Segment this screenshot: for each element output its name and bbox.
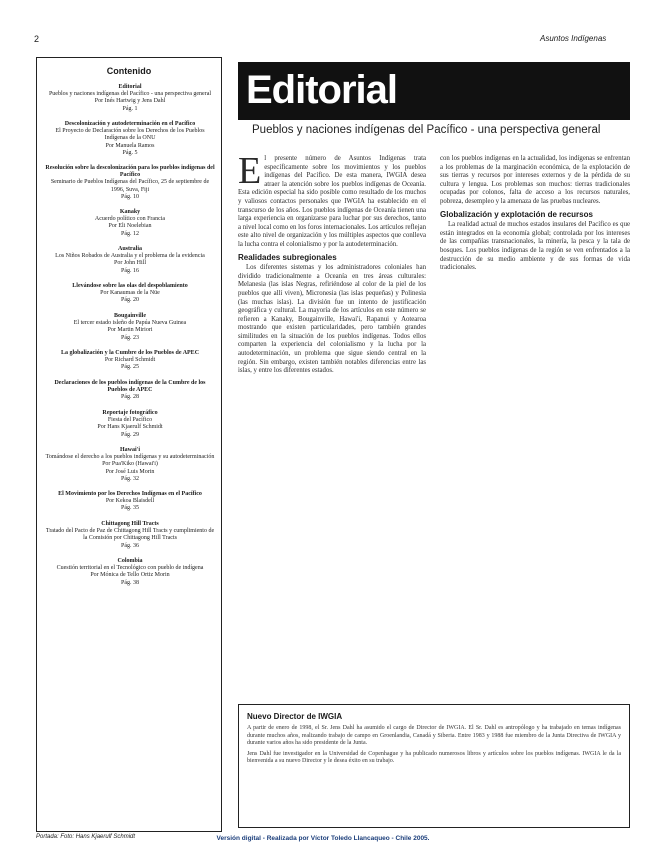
toc-entry-text: Los Niños Robados de Australia y el problema de la evidencia Por John Hill bbox=[55, 253, 205, 267]
article-intro: l presente número de Asuntos Indígenas trata específicamente sobre los movimientos y los pueblos indígenas del Pacífico. De esta manera, IWGIA desea atraer la atención sobre los pueblos indígenas de Oceanía. Esta edición especial ha sido posible como resultado de los muchos y valiosos contactos personales que IWGIA ha establecido en el transcurso de los años. Los pueblos indígenas de Oceanía tienen una larga experiencia en organizarse para luchar por sus derechos, tanto a nivel local como en los foros internacionales. Los artículos reflejan este alto nivel de organización y los múltiples aspectos que conlleva la lucha contra el colonialismo y por la autodeterminación. bbox=[238, 155, 426, 248]
director-paragraph: A partir de enero de 1998, el Sr. Jens Dahl ha asumido el cargo de Director de IWGIA. El Sr. Dahl es antropólogo y ha trabajado en temas indígenas durante muchos años, realizando trabajo de campo en Groenlandia, Canadá y Siberia. Entre 1983 y 1988 fue miembro de la Junta Directiva de IWGIA y durante varios años ha sido presidente de la Junta. bbox=[247, 725, 621, 747]
toc-entry-title: Editorial bbox=[118, 84, 142, 90]
toc-entry-page: Pág. 28 bbox=[121, 394, 139, 401]
toc-entry bbox=[45, 491, 215, 513]
section-heading: Realidades subregionales bbox=[238, 252, 337, 262]
toc-entry-text: Fiesta del Pacífico Por Hans Kjaerulf Schmidt bbox=[97, 417, 163, 431]
director-box-title: Nuevo Director de IWGIA bbox=[247, 712, 343, 721]
running-header: Asuntos Indígenas bbox=[540, 34, 607, 43]
toc-entry-title: Declaraciones de los pueblos indígenas de la Cumbre de los Pueblos de APEC bbox=[54, 380, 206, 394]
toc-entry-page: Pág. 25 bbox=[121, 364, 139, 371]
toc-title: Contenido bbox=[106, 66, 152, 76]
toc-entry-page: Pág. 12 bbox=[121, 230, 139, 237]
toc-entry bbox=[45, 410, 215, 439]
toc-entry-title: Hawai'i bbox=[119, 447, 140, 453]
toc-entry-title: El Movimiento por los Derechos Indígenas en el Pacífico bbox=[58, 491, 202, 497]
toc-entry-page: Pág. 20 bbox=[121, 297, 139, 304]
toc-entry-title: Reportaje fotográfico bbox=[102, 410, 158, 416]
toc-entry-text: Por Richard Schmidt bbox=[104, 357, 156, 364]
toc-entry bbox=[45, 165, 215, 201]
digital-version-footer: Versión digital - Realizada por Víctor Toledo Llancaqueo - Chile 2005. bbox=[216, 835, 430, 842]
toc-entry-title: La globalización y la Cumbre de los Pueblos de APEC bbox=[60, 350, 200, 356]
toc-entry-text: El Proyecto de Declaración sobre los Derechos de los Pueblos Indígenas de la ONU Por Manuela Ramos bbox=[55, 128, 205, 149]
article-column-right bbox=[440, 155, 630, 703]
toc-entry bbox=[45, 558, 215, 587]
toc-entry-title: Chittagong Hill Tracts bbox=[101, 521, 159, 527]
toc-entry-page: Pág. 36 bbox=[121, 542, 139, 549]
toc-entry-text: Acuerdo político con Francia Por Eli Noelebian bbox=[94, 216, 166, 230]
toc-entry-page: Pág. 10 bbox=[121, 193, 139, 200]
toc-entry-text: El tercer estado isleño de Papúa Nueva Guinea Por Martin Miriori bbox=[73, 320, 187, 334]
toc-entry-title: Descolonización y autodeterminación en el Pacífico bbox=[64, 121, 196, 127]
toc-entry bbox=[45, 350, 215, 372]
toc-entry bbox=[45, 84, 215, 113]
toc-entry-text: Por Kanaumas de la Nüe bbox=[100, 290, 160, 297]
toc-entry-page: Pág. 5 bbox=[122, 149, 138, 156]
director-notice-box bbox=[238, 704, 630, 828]
toc-entry bbox=[45, 283, 215, 305]
photo-credit: Portada: Foto: Hans Kjaerulf Schmidt bbox=[36, 834, 136, 840]
editorial-subtitle: Pueblos y naciones indígenas del Pacífico - una perspectiva general bbox=[252, 124, 601, 136]
toc-entry bbox=[45, 209, 215, 238]
toc-entry-page: Pág. 29 bbox=[121, 431, 139, 438]
toc-entry-text: Pueblos y naciones indígenas del Pacífico - una perspectiva general Por Inés Hartwig y Jens Dahl bbox=[48, 91, 212, 105]
toc-entry-page: Pág. 38 bbox=[121, 579, 139, 586]
dropcap: E bbox=[238, 155, 262, 192]
toc-entry-text: Tomándose el derecho a los pueblos indígenas y su autodeterminación Por Pua'Kiko (Hawai'i) Por José Luis Morin bbox=[45, 454, 215, 475]
toc-entry-title: Resolución sobre la descolonización para los pueblos indígenas del Pacífico bbox=[45, 165, 215, 179]
toc-entry-text: Tratado del Pacto de Paz de Chittagong Hill Tracts y cumplimiento de la Comisión por Chittagong Hill Tracts bbox=[45, 528, 215, 542]
toc-entry-text: Seminario de Pueblos Indígenas del Pacífico, 25 de septiembre de 1996, Suva, Fiji bbox=[50, 179, 210, 193]
toc-entry bbox=[45, 380, 215, 402]
director-box-text bbox=[247, 725, 621, 769]
toc-entry-title: Australia bbox=[118, 246, 142, 252]
table-of-contents bbox=[36, 57, 222, 832]
article-paragraph: con los pueblos indígenas en la actualidad, los indígenas se enfrentan a los problemas de la marginación económica, de la explotación de sus tierras y recursos por intereses externos y de la pérdida de su cultura y lengua. Los problemas son muchos: tierras tradicionales ocupadas por colonos, falta de acceso a los recursos naturales, pobreza, desempleo y la amenaza de las pruebas nucleares. bbox=[440, 155, 630, 205]
toc-entry bbox=[45, 313, 215, 342]
toc-entry bbox=[45, 246, 215, 275]
toc-entry-page: Pág. 23 bbox=[121, 334, 139, 341]
toc-entry-page: Pág. 35 bbox=[121, 505, 139, 512]
toc-entry-page: Pág. 16 bbox=[121, 267, 139, 274]
article-paragraph: La realidad actual de muchos estados insulares del Pacífico es que están integrados en la economía global; controlada por los intereses de las compañías transnacionales, la minería, la pesca y la tala de bosques. Los pueblos indígenas de la región se ven enfrentados a la destrucción de su medio ambiente y de sus formas de vida tradicionales. bbox=[440, 221, 630, 272]
toc-entry-title: Colombia bbox=[117, 558, 143, 564]
editorial-title: Editorial bbox=[246, 68, 398, 112]
toc-entry-page: Pág. 32 bbox=[121, 475, 139, 482]
director-paragraph: Jens Dahl fue investigador en la Universidad de Copenhague y ha publicado numerosos libros y artículos sobre los pueblos indígenas. IWGIA le da la bienvenida a su nuevo Director y le desea éxito en su trabajo. bbox=[247, 750, 621, 765]
section-heading: Globalización y explotación de recursos bbox=[440, 209, 593, 219]
toc-entry-page: Pág. 1 bbox=[122, 105, 138, 112]
article-column-left bbox=[238, 155, 426, 703]
toc-entry-text: Por Kekoa Blaisdell bbox=[105, 498, 155, 505]
toc-entry-text: Cuestión territorial en el Tecnológico con pueblo de indígena Por Mónica de Tello Ortiz Morin bbox=[56, 565, 204, 579]
article-paragraph: Los diferentes sistemas y los administradores coloniales han dividido tradicionalmente a Oceanía en tres áreas culturales: Melanesia (las islas Negras, refiriéndose al color de la piel de los pueblos que allí viven), Micronesia (las islas pequeñas) y Polinesia (las muchas islas). La división fue un intento de justificación geográfica y cultural. La mayoría de los artículos en este número se refieren a Kanaky, Bougainville, Hawai'i, Rapanui y Aotearoa mostrando que existen particularidades, pero también grandes similitudes en la situación de los pueblos indígenas. Todos ellos comparten la experiencia del colonialismo y la lucha por la autodeterminación, un problema que sigue siendo central en la región. Sin embargo, existen también notables diferencias entre las islas, y entre los diferentes estados. bbox=[238, 264, 426, 375]
page-number: 2 bbox=[34, 34, 40, 44]
toc-entry bbox=[45, 447, 215, 483]
toc-entry-title: Llevándose sobre las olas del despoblamiento bbox=[72, 283, 188, 289]
toc-entry-title: Bougainville bbox=[113, 313, 146, 319]
toc-entry bbox=[45, 521, 215, 550]
toc-entry bbox=[45, 121, 215, 157]
toc-entry-title: Kanaky bbox=[119, 209, 141, 215]
